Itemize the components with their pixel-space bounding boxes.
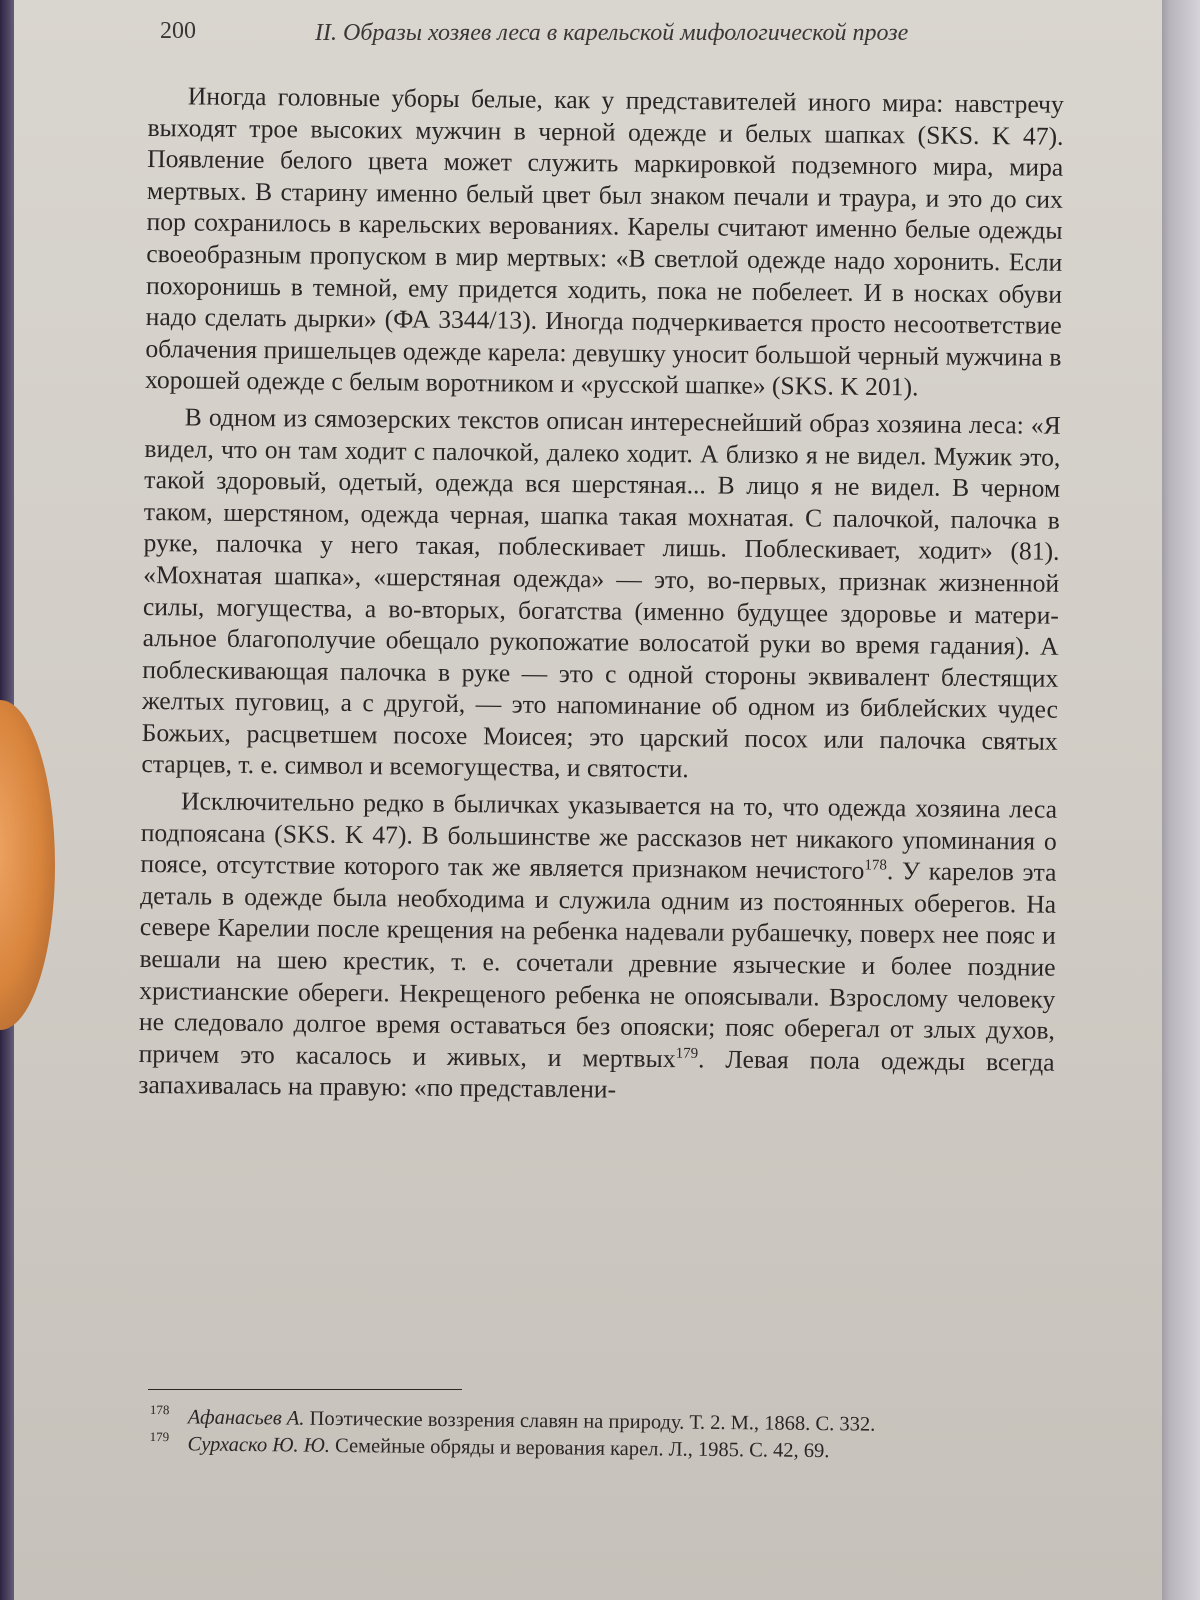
book-page — [14, 0, 1162, 1600]
footnote-author: Афанасьев А. — [187, 1406, 305, 1430]
footnote-number: 178 — [149, 1402, 170, 1418]
page-header — [160, 18, 1120, 58]
footnote-divider — [148, 1389, 462, 1390]
paragraph-2: В одном из сямозерских текстов описан интереснейший образ хозяина леса: «Я видел, что он там ходит с палочкой, далеко ходит. А близко я не видел. Мужик это, такой здоровый, одетый, одежда вся шерстяная... В лицо я не видел. В черном таком, шерстяном, одежда черная, шапка такая мохнатая. С палочкой, палочка в руке, палочка у него такая, поблескивает лишь. Поблескивает, ходит» (81). «Мохнатая шапка», «шерстяная одежда» — это, во-первых, признак жизненной силы, могущества, а во-вторых, богатства (именно будущее здоровье и материальное благополучие обещало рукопожатие волосатой руки во время гадания). А поблескивающая палочка в руке — это с одной стороны эквивалент блестящих желтых пуговиц, а с другой, — это напоминание об одном из библейских чудес Божьих, расцветшем посохе Моисея; это царский посох или палочка святых старцев, т. е. символ и всемогущества, и святости. — [141, 402, 1061, 784]
footnote-ref-178: 178 — [864, 857, 888, 874]
paragraph-3-part-a: Исключительно редко в быличках указывается на то, что одежда хозяина леса подпоясана (SKS. K 47). В большинстве же рассказов нет никакого упоминания о поясе, отсутствие которого так же является признаком нечистого — [140, 786, 1058, 886]
paragraph-3-part-c: . Левая пола одежды всегда запахивалась на правую: «по представлени- — [138, 1044, 1055, 1104]
footnote-text: Семейные обряды и верования карел. Л., 1985. С. 42, 69. — [329, 1434, 830, 1463]
running-head: II. Образы хозяев леса в карельской мифологической прозе — [315, 20, 909, 46]
page-number: 200 — [160, 18, 196, 44]
footnote-number: 179 — [149, 1429, 170, 1445]
paragraph-3-part-b: . У карелов эта деталь в одежде была необходима и служила одним из постоянных оберегов. На севере Карелии после крещения на ребенка надевали рубашечку, поверх нее пояс и вешали на шею крестик, т. е. сочетали древние языческие и более поздние христианские обереги. Некрещеного ребенка не опоясывали. Взрослому человеку не следовало долгое время оставаться без опояски; пояс оберегал от злых духов, причем это касалось и живых, и мертвых — [138, 856, 1057, 1073]
paragraph-3 — [138, 785, 1057, 1110]
body-text — [138, 80, 1064, 1115]
footnote-ref-179: 179 — [675, 1045, 699, 1062]
footnotes — [147, 1404, 1068, 1468]
footnote-text: Поэтические воззрения славян на природу. Т. 2. М., 1868. С. 332. — [304, 1407, 876, 1436]
footnote-author: Сурхаско Ю. Ю. — [187, 1433, 331, 1457]
paragraph-1: Иногда головные уборы белые, как у представителей иного мира: навстречу выходят трое высоких мужчин в черной одежде и белых шапках (SKS. K 47). Появление белого цвета может служить маркировкой подземного мира, мира мертвых. В старину именно белый цвет был знаком печали и траура, и это до сих пор сохранилось в карельских верованиях. Карелы считают именно белые одежды своеобразным пропуском в мир мертвых: «В светлой одежде надо хоронить. Если похоронишь в темной, ему придется ходить, пока не побелеет. И в носках обуви надо сделать дырки» (ФА 3344/13). Иногда подчеркивается просто несоответствие облачения пришельцев одежде карела: девушку уносит большой черный мужчина в хорошей одежде с белым воротником и «русской шапке» (SKS. K 201). — [144, 81, 1064, 402]
